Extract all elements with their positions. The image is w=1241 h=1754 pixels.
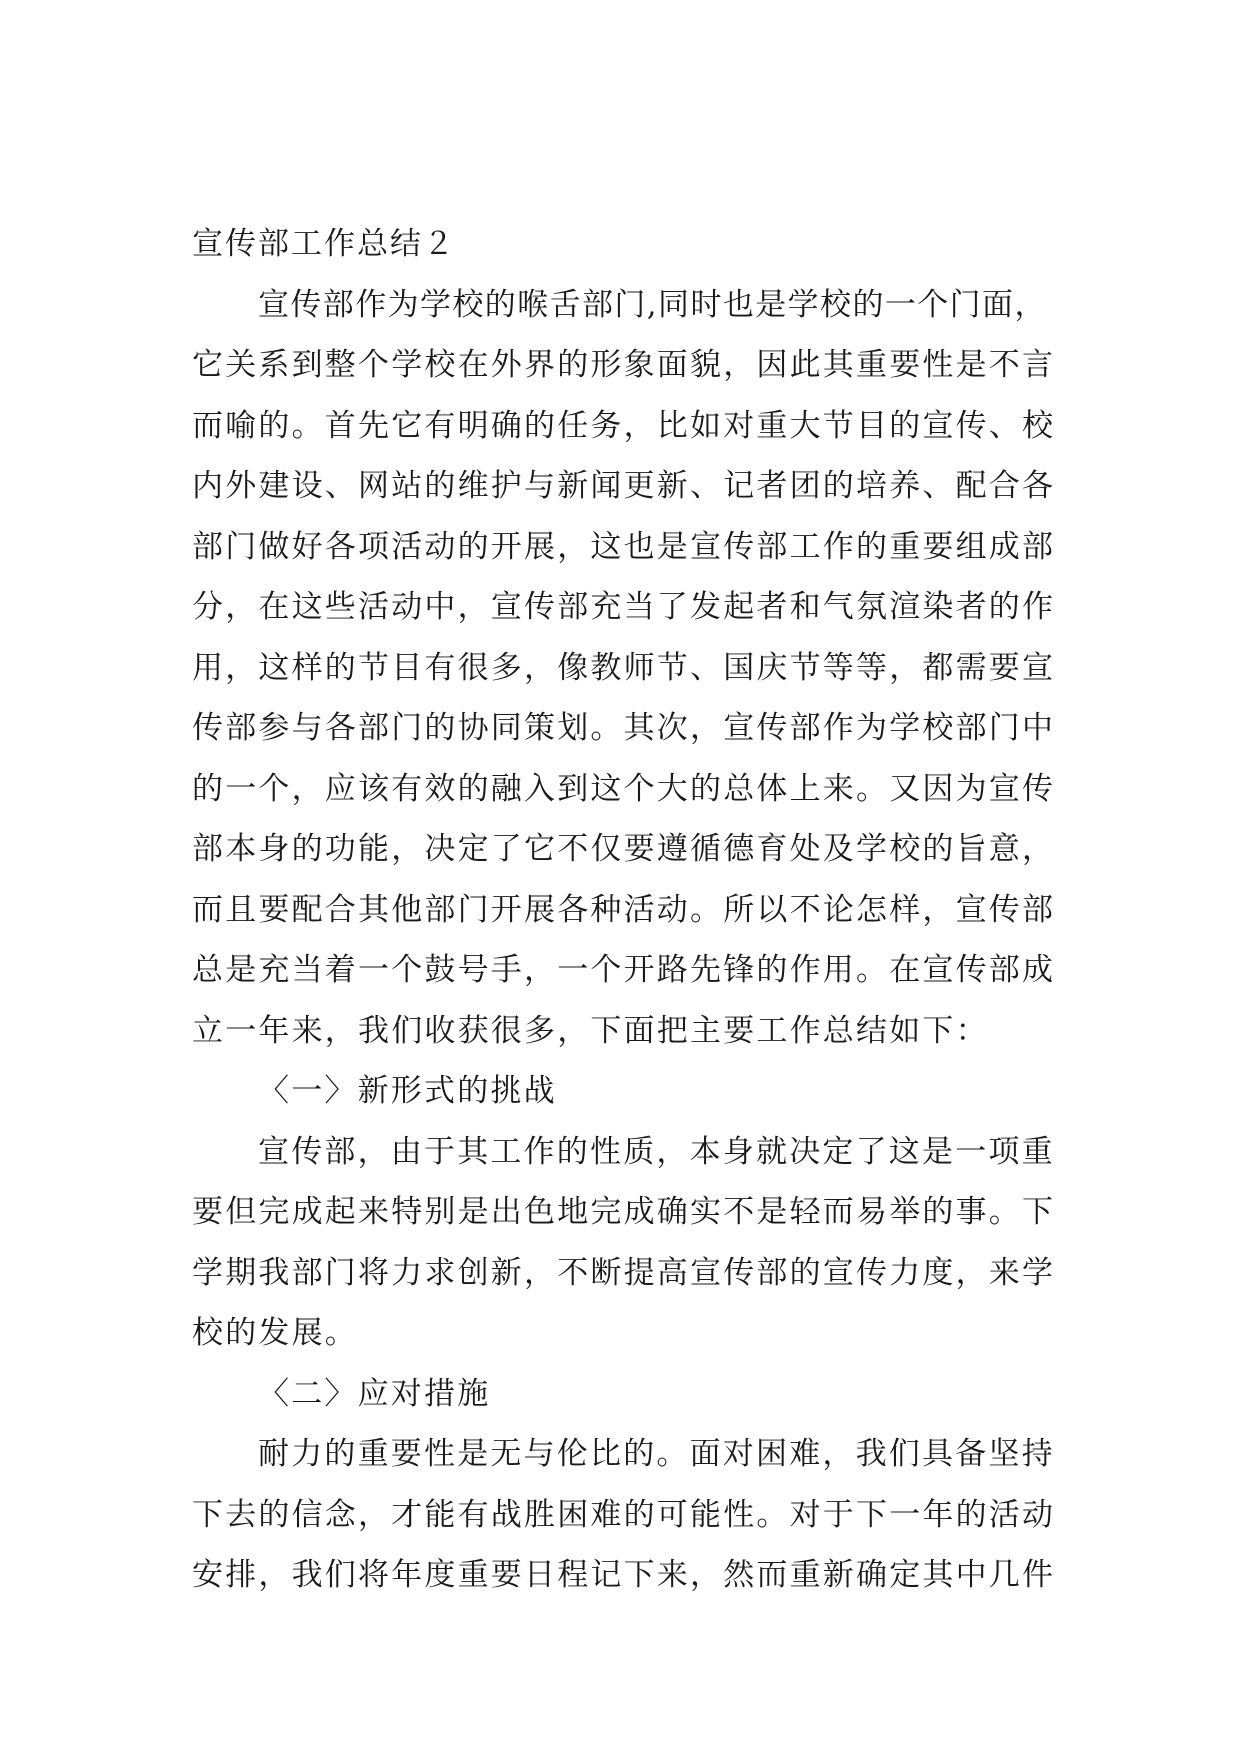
paragraph-line: 耐力的重要性是无与伦比的。面对困难，我们具备坚持	[258, 1436, 1055, 1472]
paragraph-line: 要但完成起来特别是出色地完成确实不是轻而易举的事。下	[192, 1194, 1056, 1230]
paragraph-line: 立一年来，我们收获很多，下面把主要工作总结如下：	[192, 1012, 989, 1049]
paragraph-line: 而喻的。首先它有明确的任务，比如对重大节目的宣传、校	[192, 407, 1056, 444]
paragraph-line: 校的发展。	[192, 1315, 358, 1351]
paragraph-line: 传部参与各部门的协同策划。其次，宣传部作为学校部门中	[192, 710, 1056, 746]
paragraph-line: 学期我部门将力求创新，不断提高宣传部的宣传力度，来学	[192, 1254, 1056, 1291]
paragraph-line: 总是充当着一个鼓号手，一个开路先锋的作用。在宣传部成	[192, 952, 1056, 988]
paragraph-line: 分，在这些活动中，宣传部充当了发起者和气氛渲染者的作	[192, 589, 1056, 625]
paragraph-line: 宣传部，由于其工作的性质，本身就决定了这是一项重	[258, 1133, 1055, 1170]
paragraph-line: 部本身的功能，决定了它不仅要遵循德育处及学校的旨意，	[192, 831, 1056, 867]
paragraph-line: 安排，我们将年度重要日程记下来，然而重新确定其中几件	[192, 1557, 1056, 1593]
paragraph-line: 而且要配合其他部门开展各种活动。所以不论怎样，宣传部	[192, 891, 1056, 928]
paragraph-line: 用，这样的节目有很多，像教师节、国庆节等等，都需要宣	[192, 649, 1056, 686]
paragraph-line: 内外建设、网站的维护与新闻更新、记者团的培养、配合各	[192, 468, 1056, 504]
section-heading-1: 〈一〉新形式的挑战	[258, 1073, 557, 1109]
paragraph-line: 宣传部作为学校的喉舌部门,同时也是学校的一个门面，	[258, 286, 1047, 323]
document-body	[192, 214, 1072, 1606]
paragraph-line: 的一个，应该有效的融入到这个大的总体上来。又因为宣传	[192, 770, 1056, 807]
paragraph-line: 下去的信念，才能有战胜困难的可能性。对于下一年的活动	[192, 1496, 1056, 1533]
section-heading-2: 〈二〉应对措施	[258, 1375, 491, 1412]
paragraph-line: 部门做好各项活动的开展，这也是宣传部工作的重要组成部	[192, 528, 1056, 565]
paragraph-line: 它关系到整个学校在外界的形象面貌，因此其重要性是不言	[192, 347, 1056, 383]
document-title: 宣传部工作总结２	[192, 226, 456, 262]
